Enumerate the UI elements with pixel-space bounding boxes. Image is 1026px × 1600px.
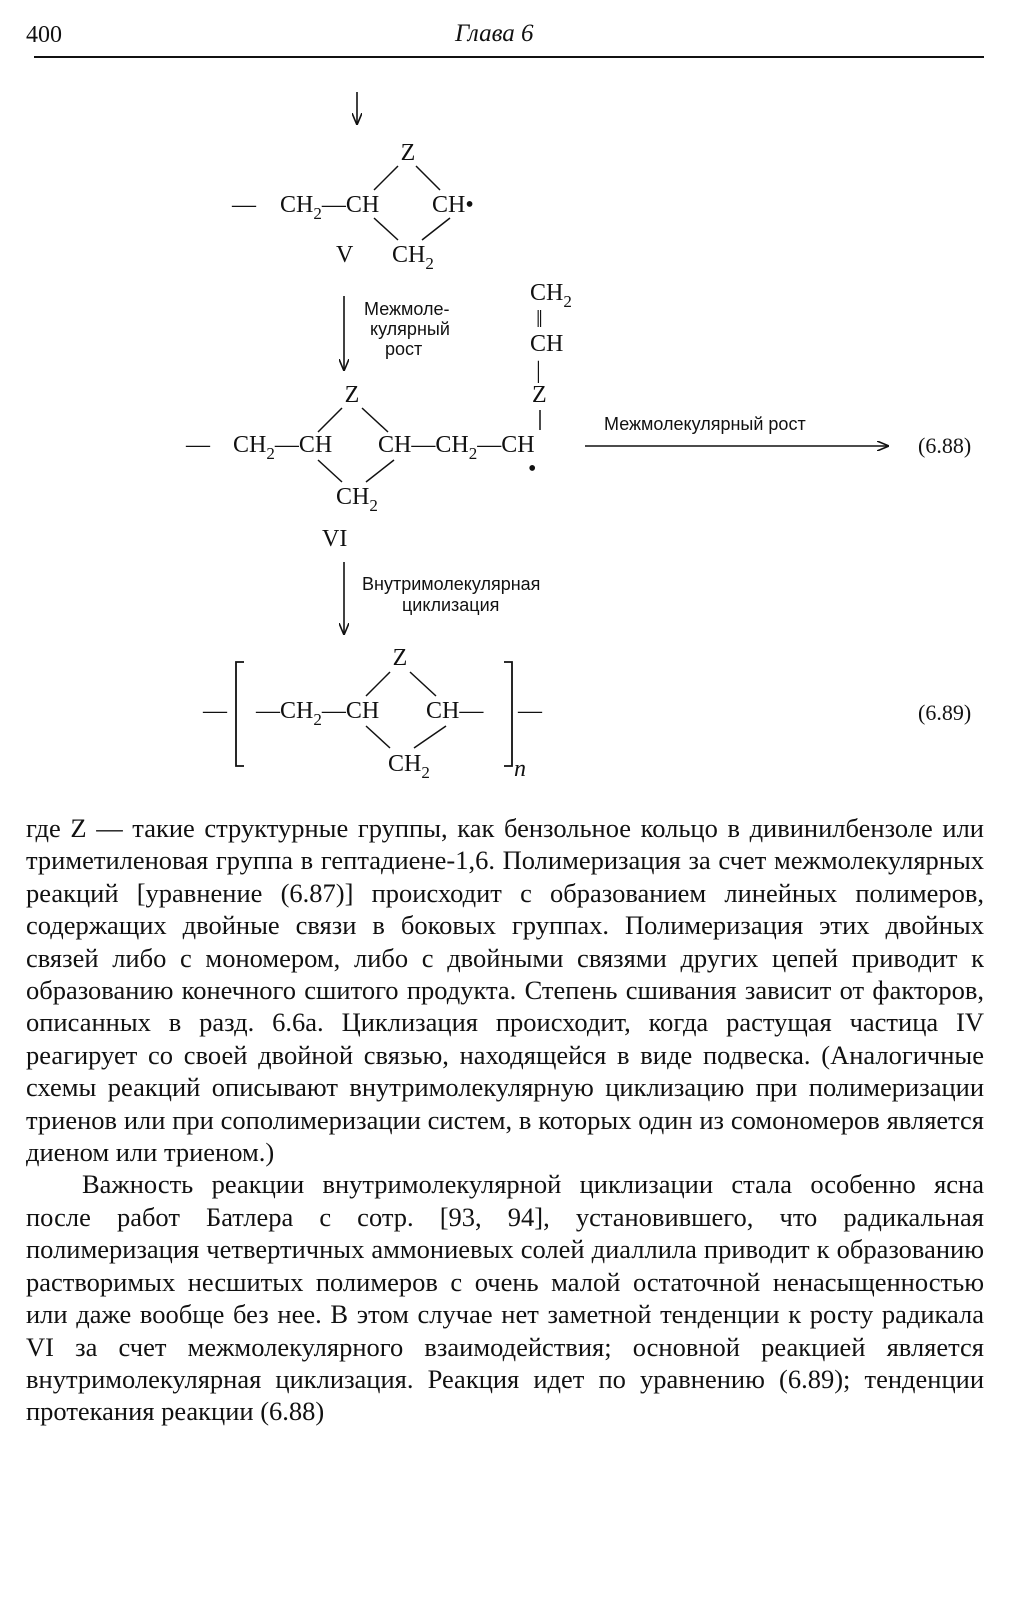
equation-number-6-88: (6.88) [918,433,972,458]
monomer [530,280,572,408]
structure-v [231,140,474,273]
polymer-n: n [514,756,526,782]
reaction-scheme [0,70,1026,805]
arrow2-caption-line2: циклизация [402,595,500,615]
vi-ch2-1-sub: 2 [266,444,275,463]
body-text [26,812,984,1428]
v-z: Z [400,140,416,166]
v-ch-radical: CH• [432,192,474,218]
vi-ch2-2: CH [435,432,469,458]
polymer-ch2-sub: 2 [313,710,322,729]
svg-text:CH2 [392,242,434,273]
vi-ch2-2-sub: 2 [468,444,478,463]
page-header [0,0,1026,70]
polymer-ch2: —CH [256,698,314,724]
vi-ch-1: CH [298,432,333,458]
svg-text:CH2 [388,751,430,782]
monomer-single-bond: | [536,358,541,384]
v-chain-dash: — [232,192,256,218]
svg-text:CH2—CH [233,432,332,463]
vi-dash1: — [274,432,299,458]
monomer-double-bond: ‖ [536,307,543,333]
vi-ring-ch2-sub: 2 [369,496,378,515]
page-number: 400 [26,22,62,48]
paragraph-2: Важность реакции внутримолекулярной циклизации стала особенно ясна после работ Батлера с сотр. [93, 94], установившего, что радикальная полимеризация четвертичных аммониевых солей диаллила приводит к образованию растворимых несшитых полимеров с очень малой остаточной ненасыщенностью или даже вообще без нее. В этом случае нет заметной тенденции к росту радикала VI за счет межмолекулярного взаимодействия; основной реакцией является внутримолекулярная циклизация. Реакция идет по уравнению (6.89); тенденции протекания реакции (6.88) [26,1169,984,1427]
vi-radical-dot: • [528,456,537,482]
v-ring-ch2: CH [392,242,426,268]
polymer-ring-ch2: CH [388,751,422,777]
header-rule [34,56,984,58]
polymer-right-dash: — [518,698,542,724]
horizontal-arrow-caption: Межмолекулярный рост [604,414,806,434]
arrow1-caption-line3: рост [385,339,423,359]
arrow1-caption-line2: кулярный [370,319,450,339]
structure-vi [185,382,540,552]
polymer-z: Z [392,645,408,671]
vi-ch-3: CH [501,432,535,458]
equation-number-6-89: (6.89) [918,700,972,725]
vi-z-ring: Z [344,382,360,408]
monomer-ch2: CH [530,280,564,306]
v-label: V [336,242,354,268]
vi-ch-2: CH [378,432,412,458]
vi-ring-ch2: CH [336,484,370,510]
polymer-ch-2: CH— [426,698,484,724]
arrow2-caption-line1: Внутримолекулярная [362,574,541,594]
v-ch-left: CH [345,192,380,218]
polymer-left-dash: — [203,698,227,724]
polymer-dash: — [321,698,346,724]
svg-text:CH2—CH [280,192,379,223]
paragraph-1: где Z — такие структурные группы, как бензольное кольцо в дивинилбензоле или триметиленовая группа в гептадиене-1,6. Полимеризация за счет межмолекулярных реакций [уравнение (6.87)] происходит с образованием линейных полимеров, содержащих двойные связи в боковых группах. Полимеризация этих двойных связей либо с мономером, либо с двойными связями других цепей приводит к образованию конечного сшитого продукта. Степень сшивания зависит от факторов, описанных в разд. 6.6а. Циклизация происходит, когда растущая частица IV реагирует со своей двойной связью, находящейся в виде подвеска. (Аналогичные схемы реакций описывают внутримолекулярную циклизацию при полимеризации триенов или при сополимеризации систем, в которых один из сомономеров является диеном или триеном.) [26,813,984,1168]
vi-label: VI [322,526,348,552]
svg-text:CH—CH2—CH [378,432,535,463]
monomer-ch: CH [530,331,564,357]
v-ch2-sub: 2 [313,204,322,223]
svg-text:CH2 [336,484,378,515]
vi-dash2: — [411,432,436,458]
v-ch2: CH [280,192,314,218]
v-dash: — [321,192,346,218]
polymer-ch-1: CH [345,698,380,724]
vi-dash3: — [477,432,502,458]
polymer-ring-ch2-sub: 2 [421,763,430,782]
vi-chain-dash: — [186,432,210,458]
vi-ch2-1: CH [233,432,267,458]
monomer-ch2-sub: 2 [563,292,572,311]
v-ring-ch2-sub: 2 [425,254,434,273]
chapter-title: Глава 6 [455,20,534,47]
monomer-z: Z [532,382,547,408]
polymer-repeat-unit [202,645,543,782]
svg-text:—CH2—CH [255,698,379,729]
arrow1-caption-line1: Межмоле- [364,299,450,319]
